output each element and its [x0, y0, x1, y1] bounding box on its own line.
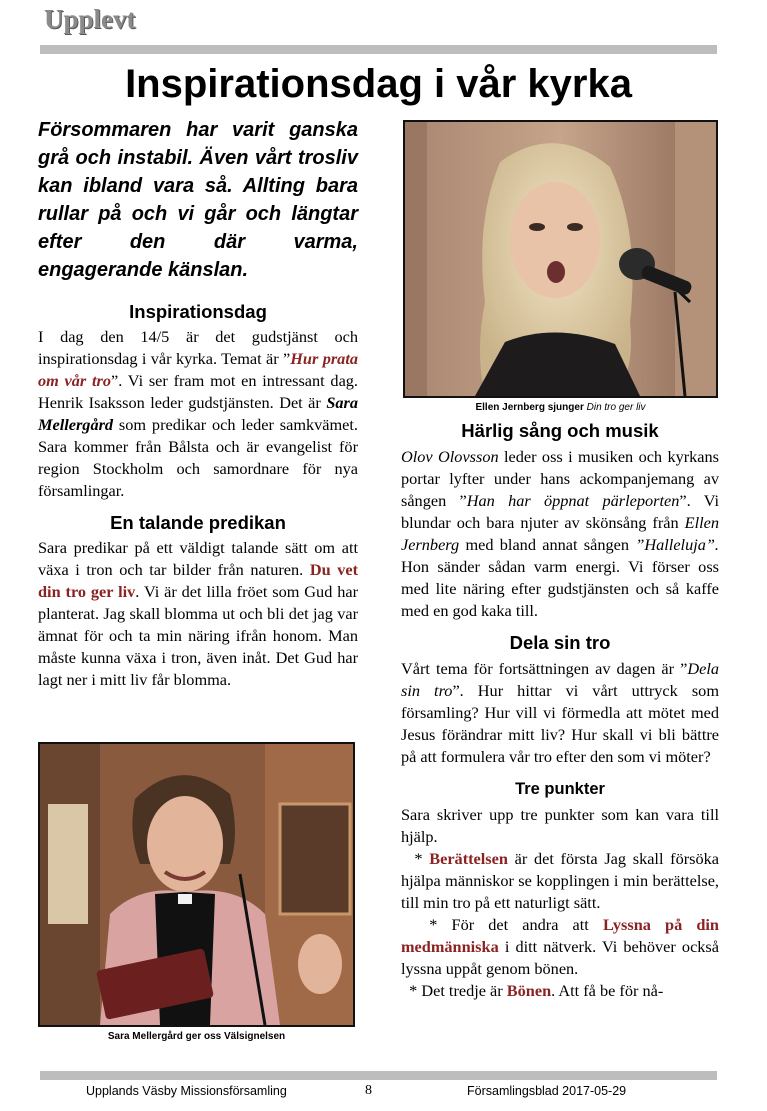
footer-org: Upplands Väsby Missionsförsamling [86, 1084, 287, 1098]
top-divider [40, 45, 717, 54]
point-1 [401, 848, 719, 914]
caption-song: Din tro ger liv [586, 402, 646, 413]
caption-text: Ellen Jernberg sjunger [475, 402, 587, 413]
preacher-caption: Sara Mellergård ger oss Välsignelsen [107, 1031, 286, 1042]
text-run: i ditt nätverk. Vi behöver också lyssna uppåt genom bönen. [401, 937, 719, 978]
text-run: Sara predikar på ett väldigt talande sätt om att växa i tron och tar bilder från naturen. [38, 538, 358, 579]
song-title-2: ”Halleluja”. [635, 535, 719, 554]
bullet-star: * Det tredje är [401, 981, 507, 1000]
heading-sang: Härlig sång och musik [461, 420, 659, 441]
text-run: ”. Vi blundar och bara njuter av skönsång från [401, 491, 719, 532]
right-column [401, 418, 719, 1002]
text-run: leder oss i musiken och kyrkans portar lyfter under hans ackompanjemang av sången ” [401, 447, 719, 510]
point-2 [401, 914, 719, 980]
bullet-star: * [401, 849, 430, 868]
point-3 [401, 980, 719, 1002]
left-column [38, 116, 358, 691]
singer-name: Ellen Jernberg [401, 513, 719, 554]
heading-inspirationsdag: Inspirationsdag [129, 301, 267, 322]
text-run: I dag den 14/5 är det gudstjänst och inspirationsdag i vår kyrka. Temat är ” [38, 327, 358, 368]
singer-photo [403, 120, 718, 398]
section-label: Upplevt [44, 4, 136, 34]
text-run: ”. Hur hittar vi vårt uttryck som församling? Hur vill vi förmedla att mötet med Jesus förändrar mitt liv? Hur skall vi bli bättre på att formulera vår tro efter den som vi möter? [401, 681, 719, 766]
preacher-name: Sara Mellergård [38, 393, 358, 434]
paragraph-punkter-intro: Sara skriver upp tre punkter som kan vara till hjälp. [401, 805, 719, 846]
text-run: ”. Vi ser fram mot en intressant dag. Henrik Isaksson leder gudstjänsten. Det är [38, 371, 359, 412]
article-headline: Inspirationsdag i vår kyrka [125, 62, 632, 106]
text-run: som predikar och leder samkvämet. Sara kommer från Bålsta och är evangelist för region Stockholm och samordnare för nya församlingar. [38, 415, 358, 500]
footer-issue: Församlingsblad 2017-05-29 [467, 1084, 627, 1098]
singer-caption [403, 402, 718, 413]
singer-illustration [405, 122, 716, 396]
lead-paragraph: Försommaren har varit ganska grå och instabil. Även vårt trosliv kan ibland vara så. Allting bara rullar på och vi går och längtar efter den där varma, engagerande känslan. [38, 119, 358, 281]
paragraph-sang [401, 446, 719, 622]
theme-highlight: Hur prata om vår tro [38, 349, 358, 390]
text-run: Hon sänder sådan varm energi. Vi förser oss med lite näring efter gudstjänsten och så kaffe med en god kaka till. [401, 557, 719, 620]
musician-name: Olov Olovsson [401, 447, 499, 466]
point-key: Berättelsen [429, 849, 508, 868]
theme-text: Dela sin tro [401, 659, 719, 700]
text-run: Vårt tema för fortsättningen av dagen är ” [401, 659, 688, 678]
paragraph-dela [401, 658, 719, 768]
heading-punkter: Tre punkter [515, 780, 605, 798]
page-number: 8 [365, 1083, 372, 1098]
text-run: med bland annat sången [459, 535, 636, 554]
bottom-divider [40, 1071, 717, 1080]
quote-highlight: Du vet din tro ger liv [38, 560, 359, 601]
text-run: är det första Jag skall försöka hjälpa människor se kopplingen i min berättelse, till min tro på ett naturligt sätt. [401, 849, 720, 912]
text-run: . Att få be för nå- [551, 981, 664, 1000]
heading-predikan: En talande predikan [110, 512, 286, 533]
text-run: . Vi är det lilla fröet som Gud har planterat. Jag skall blomma ut och bli det jag var ämnat för och ta min näring ifrån honom. Man måste kunna växa i tron, även inåt. Det Gud har lagt ner i mitt liv får blomma. [38, 582, 359, 689]
song-title: Han har öppnat pärleporten [466, 491, 680, 510]
bullet-star: * För det andra att [401, 915, 603, 934]
paragraph-predikan [38, 537, 358, 691]
preacher-photo [38, 742, 355, 1027]
paragraph-inspirationsdag [38, 326, 358, 502]
heading-dela: Dela sin tro [509, 632, 611, 653]
preacher-illustration [40, 744, 353, 1025]
point-key: Bönen [506, 981, 552, 1000]
point-key: Lyssna på din medmänniska [401, 915, 719, 956]
